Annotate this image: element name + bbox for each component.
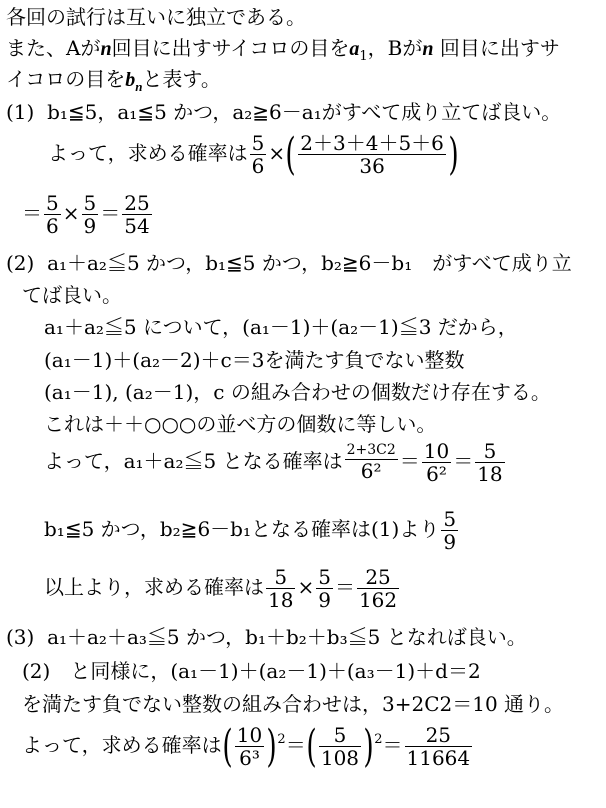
p2-number: (2) (6, 251, 35, 275)
fraction: $\frac{5}{9}$ (318, 565, 331, 612)
fraction: $\frac{5}{6}$ (251, 131, 265, 178)
p2-step-6: b₁≦5 かつ，b₂≧6－b₁となる確率は(1)より $\frac{5}{9}$ (44, 507, 457, 554)
fraction: $\frac{25}{11664}$ (406, 723, 471, 770)
p1-condition: (1) b₁≦5，a₁≦5 かつ，a₂≧6－a₁がすべて成り立てば良い。 (6, 100, 562, 124)
intro-line-1: 各回の試行は互いに独立である。 (6, 5, 306, 29)
fraction: $\frac{5}{108}$ (320, 723, 360, 770)
fraction: $\frac{2+3C2}{\text{6²}}$ (346, 442, 396, 483)
fraction: $\frac{5}{18}$ (268, 565, 294, 612)
fraction: $\frac{25}{162}$ (358, 565, 398, 612)
p3-step-1: (2) と同様に，(a₁－1)＋(a₂－1)＋(a₃－1)＋d＝2 (22, 659, 481, 683)
intro-line-3: イコロの目を$b_n$と表す。 (6, 67, 221, 94)
p1-number: (1) (6, 100, 35, 124)
fraction: $\frac{25}{54}$ (124, 191, 150, 238)
fraction: $\frac{5}{18}$ (477, 439, 503, 486)
p2-step-2: (a₁－1)＋(a₂－2)＋c＝3を満たす負でない整数 (44, 348, 465, 372)
p3-step-3: よって，求める確率は( $\frac{10}{\text{6³}}$ )$^2$＝( $\frac{5}{108}$ )$^2$＝ $\frac{25}{11664}$ (22, 720, 471, 772)
p2-step-3: (a₁－1), (a₂－1)，c の組み合わせの個数だけ存在する。 (44, 380, 551, 404)
p2-condition: (2) a₁＋a₂≦5 かつ，b₁≦5 かつ，b₂≧6－b₁ がすべて成り立 (6, 251, 572, 275)
p3-number: (3) (6, 625, 35, 649)
p2-step-7: 以上より，求める確率は $\frac{5}{18}$ × $\frac{5}{9}$ ＝ $\frac{25}{162}$ (44, 565, 398, 612)
fraction: $\frac{10}{\text{6³}}$ (236, 723, 263, 770)
p3-condition: (3) a₁＋a₂＋a₃≦5 かつ，b₁＋b₂＋b₃≦5 となれば良い。 (6, 625, 527, 649)
p2-step-4: これは＋＋○○○の並べ方の個数に等しい。 (44, 412, 437, 436)
fraction: $\frac{2+3+4+5+6}{36}$ (300, 131, 444, 178)
fraction: $\frac{5}{6}$ (46, 191, 59, 238)
fraction: $\frac{5}{9}$ (83, 191, 97, 238)
p2-step-5: よって，a₁＋a₂≦5 となる確率は $\frac{2+3C2}{\text{6²}}$ ＝ $\frac{10}{\text{6²}}$ ＝ $\frac{5}{18}$ (44, 439, 503, 486)
p2-step-1: a₁＋a₂≦5 について，(a₁－1)＋(a₂－1)≦3 だから， (44, 315, 518, 339)
fraction: $\frac{10}{\text{6²}}$ (423, 439, 450, 486)
intro-line-2: また、Aがn回目に出すサイコロの目を$a_1$，Bがn 回目に出すサ (6, 36, 560, 64)
p3-step-2: を満たす負でない整数の組み合わせは，3+2C2＝10 通り。 (22, 692, 565, 716)
p1-result-line: ＝ $\frac{5}{6}$ × $\frac{5}{9}$ ＝ $\frac{25}{54}$ (22, 191, 150, 238)
p2-condition-cont: てば良い。 (22, 283, 122, 307)
fraction: $\frac{5}{9}$ (443, 507, 457, 554)
p1-calc-line: よって，求める確率は $\frac{5}{6}$ ×( $\frac{2+3+4+5+6}{36}$ ) (48, 128, 459, 180)
